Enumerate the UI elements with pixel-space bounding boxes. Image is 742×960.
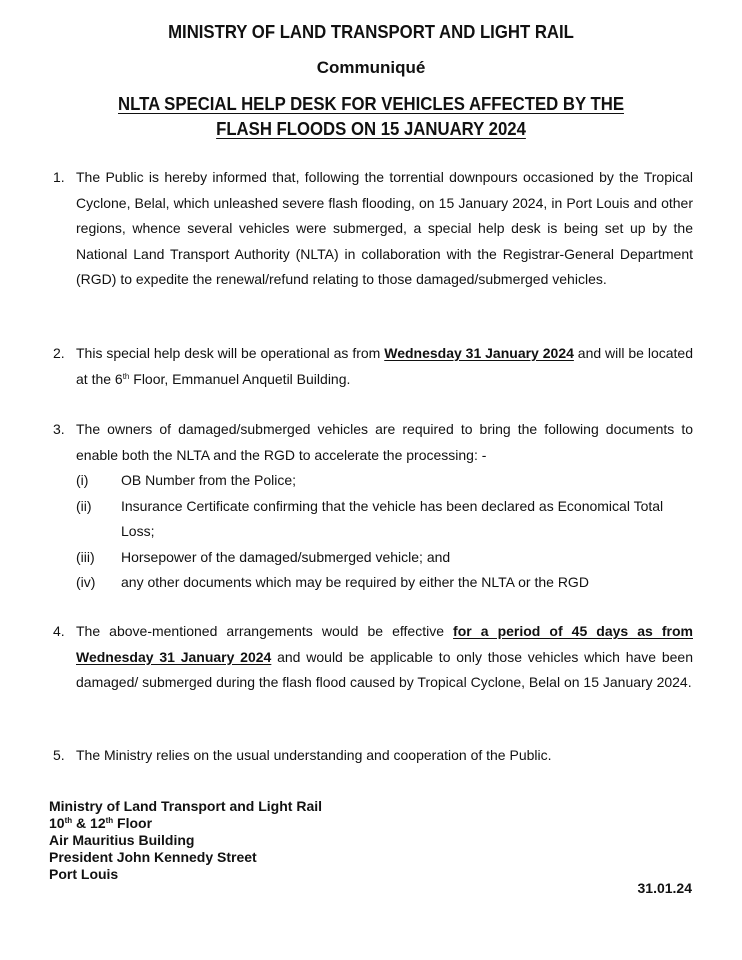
paragraph-text: The Public is hereby informed that, following the torrential downpours occasioned by the Tropical Cyclone, Belal, which unleashed severe flash flooding, on 15 January 2024, in Port Louis and other regions, whence several vehicles were submerged, a special help desk is being set up by the National Land Transport Authority (NLTA) in collaboration with the Registrar-General Department (RGD) to expedite the renewal/refund relating to those damaged/submerged vehicles. (76, 169, 693, 287)
list-marker: (iii) (76, 548, 95, 565)
superscript: th (64, 816, 73, 825)
paragraph-4 (53, 619, 693, 696)
emphasized-period: for a period of 45 days as from Wednesday 31 January 2024 (76, 623, 693, 665)
address-line-street: President John Kennedy Street (49, 849, 257, 865)
list-marker: (iv) (76, 574, 96, 590)
text-segment: 10 (49, 815, 65, 831)
emphasized-date: Wednesday 31 January 2024 (384, 345, 574, 361)
address-line-floor (49, 815, 322, 832)
address-line-city: Port Louis (49, 866, 119, 882)
paragraph-text: The owners of damaged/submerged vehicles are required to bring the following documents to enable both the NLTA and the RGD to accelerate the processing: - (76, 421, 693, 463)
list-item (76, 570, 693, 596)
documents-list (76, 468, 693, 596)
list-item-text: Horsepower of the damaged/submerged vehicle; and (121, 548, 451, 565)
list-item (76, 468, 693, 494)
document-date: 31.01.24 (637, 880, 692, 896)
paragraph-1 (53, 165, 693, 293)
text-segment: This special help desk will be operational as from (76, 345, 385, 361)
paragraph-text (76, 619, 693, 696)
headline-line-2: FLASH FLOODS ON 15 JANUARY 2024 (216, 119, 526, 139)
list-item-text: Insurance Certificate confirming that the vehicle has been declared as Economical Total Loss; (121, 497, 664, 539)
list-item (76, 494, 693, 545)
list-marker: (ii) (76, 497, 92, 514)
list-marker: (i) (76, 472, 89, 488)
text-segment: and will be located at the 6 (76, 345, 693, 387)
list-item (76, 545, 693, 571)
paragraph-number: 4. (53, 623, 65, 639)
paragraph-text: The Ministry relies on the usual understanding and cooperation of the Public. (76, 747, 552, 763)
text-segment: Floor (113, 815, 153, 831)
paragraph-3 (53, 417, 693, 468)
text-segment: Floor, Emmanuel Anquetil Building. (129, 370, 351, 387)
text-segment: and would be applicable to only those vehicles which have been damaged/ submerged during the flash flood caused by Tropical Cyclone, Belal on 15 January 2024. (76, 648, 693, 690)
superscript: th (122, 371, 130, 381)
paragraph-5 (53, 743, 693, 769)
paragraph-number: 3. (53, 421, 65, 437)
paragraph-number: 1. (53, 169, 65, 185)
text-segment: The above-mentioned arrangements would be effective (76, 623, 454, 639)
ministry-title: MINISTRY OF LAND TRANSPORT AND LIGHT RAIL (168, 22, 574, 42)
paragraph-number: 5. (53, 747, 65, 763)
list-item-text: OB Number from the Police; (121, 472, 297, 488)
superscript: th (105, 816, 114, 825)
paragraph-text (76, 341, 693, 392)
headline-line-1: NLTA SPECIAL HELP DESK FOR VEHICLES AFFECTED BY THE (118, 94, 624, 114)
paragraph-number: 2. (53, 345, 65, 361)
ministry-address (49, 798, 322, 883)
text-segment: & 12 (72, 815, 106, 831)
address-line-building: Air Mauritius Building (49, 832, 195, 848)
list-item-text: any other documents which may be required by either the NLTA or the RGD (121, 574, 589, 590)
address-line-ministry: Ministry of Land Transport and Light Rail (49, 798, 323, 814)
paragraph-2 (53, 341, 693, 392)
document-type: Communiqué (316, 58, 426, 77)
headline (26, 92, 716, 142)
